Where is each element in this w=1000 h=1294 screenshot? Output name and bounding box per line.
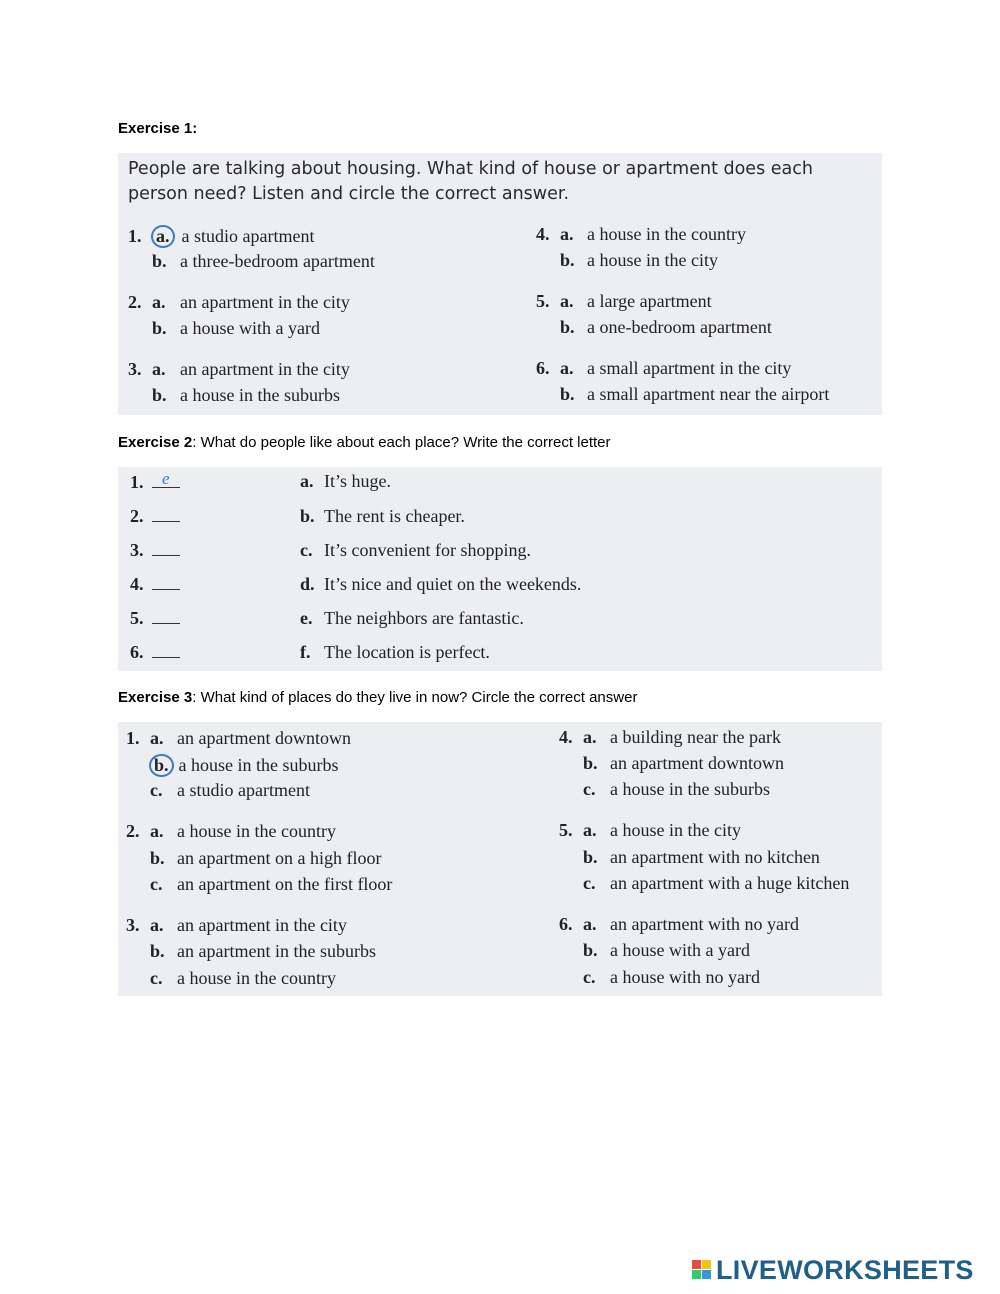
exercise3-heading: Exercise 3: What kind of places do they live in now? Circle the correct answer [118, 689, 638, 706]
ex1-q1-b[interactable]: b. a three-bedroom apartment [152, 251, 375, 271]
answer-blank[interactable]: e [152, 471, 180, 488]
logo-text: LIVEWORKSHEETS [716, 1254, 974, 1285]
answer-blank[interactable] [152, 505, 180, 522]
ex3-q4-b[interactable]: b. an apartment downtown [583, 753, 784, 773]
ex2-item-4[interactable]: 4. [130, 573, 180, 595]
ex1-q4-b[interactable]: b. a house in the city [560, 250, 718, 270]
ex3-q6-b[interactable]: b. a house with a yard [583, 940, 750, 960]
exercise3-panel [118, 722, 882, 996]
liveworksheets-logo [692, 1256, 974, 1284]
logo-grid-icon [692, 1260, 712, 1280]
ex2-item-6[interactable]: 6. [130, 641, 180, 663]
ex3-q1-c[interactable]: c. a studio apartment [150, 780, 310, 800]
ex3-q3-a[interactable]: 3. a. an apartment in the city [126, 915, 347, 935]
ex3-q4-a[interactable]: 4. a. a building near the park [559, 727, 781, 747]
ex3-q3-c[interactable]: c. a house in the country [150, 968, 336, 988]
ex2-item-1[interactable]: 1. e [130, 471, 180, 493]
exercise2-panel [118, 467, 882, 671]
ex1-q4-a[interactable]: 4. a. a house in the country [536, 224, 746, 244]
ex3-q4-c[interactable]: c. a house in the suburbs [583, 779, 770, 799]
exercise1-heading: Exercise 1: [118, 120, 198, 137]
ex3-q1-a[interactable]: 1. a. an apartment downtown [126, 728, 351, 748]
ex2-item-5[interactable]: 5. [130, 607, 180, 629]
ex1-q5-a[interactable]: 5. a. a large apartment [536, 291, 712, 311]
circled-answer: a. [151, 225, 175, 248]
exercise1-instruction: People are talking about housing. What kind of house or apartment does each person need? Listen and circle the correct answer. [128, 159, 813, 204]
ex1-q2-b[interactable]: b. a house with a yard [152, 318, 320, 338]
ex3-q2-a[interactable]: 2. a. a house in the country [126, 821, 336, 841]
ex1-q2-a[interactable]: 2. a. an apartment in the city [128, 292, 350, 312]
ex2-option-b: b. The rent is cheaper. [300, 506, 465, 526]
ex3-q6-c[interactable]: c. a house with no yard [583, 967, 760, 987]
ex3-q2-b[interactable]: b. an apartment on a high floor [150, 848, 382, 868]
ex2-option-a: a. It’s huge. [300, 471, 391, 491]
ex2-option-f: f. The location is perfect. [300, 642, 490, 662]
ex1-q6-a[interactable]: 6. a. a small apartment in the city [536, 358, 792, 378]
ex3-q1-b[interactable]: b. a house in the suburbs [126, 754, 339, 777]
answer-blank[interactable] [152, 607, 180, 624]
ex3-q5-b[interactable]: b. an apartment with no kitchen [583, 847, 820, 867]
ex2-item-3[interactable]: 3. [130, 539, 180, 561]
answer-blank[interactable] [152, 573, 180, 590]
ex1-q5-b[interactable]: b. a one-bedroom apartment [560, 317, 772, 337]
ex1-q1-a[interactable]: 1. a. a studio apartment [128, 226, 315, 246]
ex1-q3-b[interactable]: b. a house in the suburbs [152, 385, 340, 405]
ex2-option-d: d. It’s nice and quiet on the weekends. [300, 574, 582, 594]
circled-answer: b. [149, 754, 174, 777]
ex3-q2-c[interactable]: c. an apartment on the first floor [150, 874, 393, 894]
answer-blank[interactable] [152, 539, 180, 556]
ex1-q6-b[interactable]: b. a small apartment near the airport [560, 384, 830, 404]
ex3-q6-a[interactable]: 6. a. an apartment with no yard [559, 914, 799, 934]
exercise1-panel [118, 153, 882, 415]
ex2-option-c: c. It’s convenient for shopping. [300, 540, 531, 560]
answer-blank[interactable] [152, 641, 180, 658]
ex2-item-2[interactable]: 2. [130, 505, 180, 527]
ex2-option-e: e. The neighbors are fantastic. [300, 608, 524, 628]
ex1-q3-a[interactable]: 3. a. an apartment in the city [128, 359, 350, 379]
exercise2-heading: Exercise 2: What do people like about each place? Write the correct letter [118, 434, 611, 451]
ex3-q3-b[interactable]: b. an apartment in the suburbs [150, 941, 376, 961]
ex3-q5-c[interactable]: c. an apartment with a huge kitchen [583, 873, 850, 893]
ex3-q5-a[interactable]: 5. a. a house in the city [559, 820, 741, 840]
